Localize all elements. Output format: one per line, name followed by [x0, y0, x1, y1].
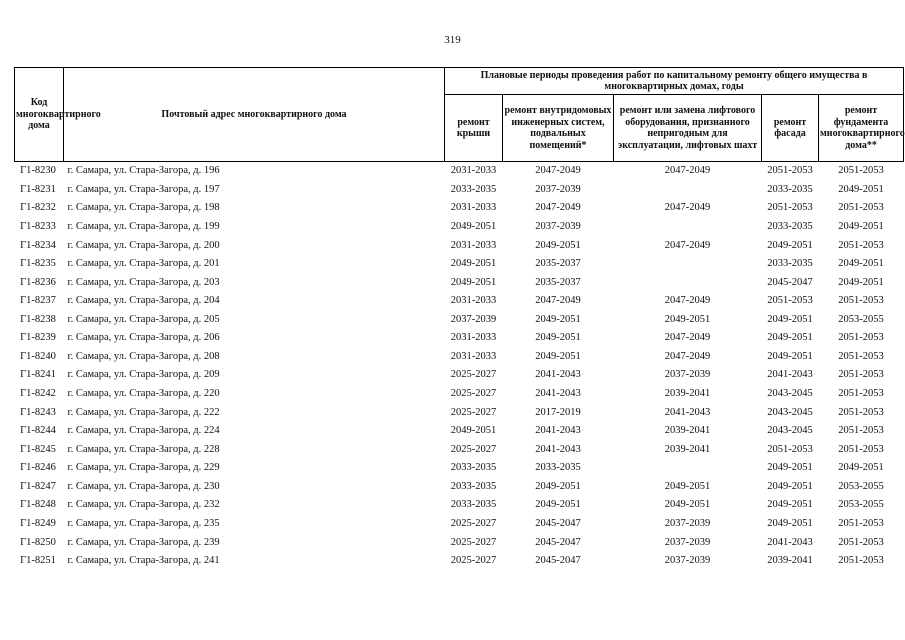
elevator-period-cell: 2047-2049 — [664, 239, 711, 251]
table-row — [15, 403, 904, 422]
table-row — [15, 515, 904, 534]
systems-period-cell: 2049-2051 — [535, 499, 581, 511]
roof-period-cell: 2025-2027 — [450, 369, 497, 381]
code-cell: Г1-8232 — [20, 202, 56, 214]
address-cell: г. Самара, ул. Стара-Загора, д. 197 — [67, 183, 220, 195]
foundation-period-cell: 2051-2053 — [838, 350, 884, 362]
elevator-period-cell: 2047-2049 — [664, 295, 711, 307]
address-cell: г. Самара, ул. Стара-Загора, д. 228 — [67, 443, 220, 455]
code-cell: Г1-8236 — [20, 276, 56, 288]
facade-period-cell: 2051-2053 — [762, 162, 819, 181]
table-row — [15, 440, 904, 459]
roof-period-cell: 2031-2033 — [450, 295, 497, 307]
foundation-period-cell: 2051-2053 — [838, 425, 884, 437]
systems-period-cell: 2041-2043 — [535, 369, 581, 381]
foundation-period-cell: 2051-2053 — [819, 162, 904, 181]
elevator-period-cell: 2041-2043 — [664, 406, 711, 418]
header-foundation: ремонт фундамента многоквартирного дома** — [819, 95, 904, 162]
table-body — [15, 162, 904, 571]
elevator-period-cell: 2047-2049 — [614, 162, 762, 181]
systems-period-cell: 2041-2043 — [535, 443, 581, 455]
address-cell: г. Самара, ул. Стара-Загора, д. 201 — [67, 258, 220, 270]
facade-period-cell: 2051-2053 — [767, 202, 813, 214]
code-cell: Г1-8233 — [20, 220, 56, 232]
facade-period-cell: 2043-2045 — [767, 388, 813, 400]
facade-period-cell: 2049-2051 — [767, 332, 813, 344]
roof-period-cell: 2049-2051 — [450, 425, 497, 437]
address-cell: г. Самара, ул. Стара-Загора, д. 229 — [67, 462, 220, 474]
code-cell: Г1-8234 — [20, 239, 56, 251]
elevator-period-cell — [614, 218, 762, 237]
systems-period-cell: 2037-2039 — [535, 183, 581, 195]
table-row — [15, 478, 904, 497]
code-cell: Г1-8248 — [20, 499, 56, 511]
elevator-period-cell — [614, 459, 762, 478]
systems-period-cell: 2045-2047 — [535, 536, 581, 548]
elevator-period-cell: 2049-2051 — [664, 480, 711, 492]
code-cell: Г1-8237 — [20, 295, 56, 307]
facade-period-cell: 2049-2051 — [767, 313, 813, 325]
code-cell: Г1-8249 — [20, 517, 56, 529]
header-systems: ремонт внутридомовых инженерных систем, подвальных помещений* — [503, 95, 614, 162]
facade-period-cell: 2051-2053 — [767, 295, 813, 307]
code-cell: Г1-8242 — [20, 388, 56, 400]
table-row — [15, 236, 904, 255]
roof-period-cell: 2025-2027 — [450, 443, 497, 455]
address-cell: г. Самара, ул. Стара-Загора, д. 209 — [67, 369, 220, 381]
systems-period-cell: 2047-2049 — [535, 202, 581, 214]
facade-period-cell: 2043-2045 — [767, 425, 813, 437]
roof-period-cell: 2049-2051 — [450, 276, 497, 288]
table-row — [15, 496, 904, 515]
address-cell: г. Самара, ул. Стара-Загора, д. 224 — [67, 425, 220, 437]
header-code: Код многоквартирного дома — [15, 68, 64, 162]
elevator-period-cell: 2039-2041 — [664, 443, 711, 455]
systems-period-cell: 2049-2051 — [535, 239, 581, 251]
roof-period-cell: 2033-2035 — [450, 499, 497, 511]
roof-period-cell: 2033-2035 — [450, 183, 497, 195]
address-cell: г. Самара, ул. Стара-Загора, д. 206 — [67, 332, 220, 344]
foundation-period-cell: 2049-2051 — [838, 220, 884, 232]
code-cell: Г1-8245 — [20, 443, 56, 455]
facade-period-cell: 2041-2043 — [767, 536, 813, 548]
systems-period-cell: 2035-2037 — [535, 276, 581, 288]
facade-period-cell: 2049-2051 — [767, 239, 813, 251]
elevator-period-cell: 2047-2049 — [664, 350, 711, 362]
elevator-period-cell: 2039-2041 — [664, 388, 711, 400]
foundation-period-cell: 2051-2053 — [838, 239, 884, 251]
header-roof: ремонт крыши — [445, 95, 503, 162]
address-cell: г. Самара, ул. Стара-Загора, д. 200 — [67, 239, 220, 251]
roof-period-cell: 2033-2035 — [450, 462, 497, 474]
table-row — [15, 422, 904, 441]
elevator-period-cell: 2049-2051 — [664, 499, 711, 511]
foundation-period-cell: 2049-2051 — [838, 183, 884, 195]
elevator-period-cell — [614, 273, 762, 292]
elevator-period-cell — [614, 181, 762, 200]
systems-period-cell: 2045-2047 — [535, 555, 581, 567]
foundation-period-cell: 2053-2055 — [838, 499, 884, 511]
systems-period-cell: 2047-2049 — [503, 162, 614, 181]
address-cell: г. Самара, ул. Стара-Загора, д. 208 — [67, 350, 220, 362]
systems-period-cell: 2041-2043 — [535, 425, 581, 437]
table-row — [15, 385, 904, 404]
table-row — [15, 255, 904, 274]
code-cell: Г1-8231 — [20, 183, 56, 195]
roof-period-cell: 2031-2033 — [445, 162, 503, 181]
elevator-period-cell: 2037-2039 — [664, 555, 711, 567]
foundation-period-cell: 2049-2051 — [838, 258, 884, 270]
code-cell: Г1-8244 — [20, 425, 56, 437]
facade-period-cell: 2033-2035 — [767, 220, 813, 232]
systems-period-cell: 2037-2039 — [535, 220, 581, 232]
code-cell: Г1-8246 — [20, 462, 56, 474]
foundation-period-cell: 2051-2053 — [838, 443, 884, 455]
systems-period-cell: 2049-2051 — [535, 313, 581, 325]
systems-period-cell: 2017-2019 — [535, 406, 581, 418]
table-row — [15, 218, 904, 237]
code-cell: Г1-8243 — [20, 406, 56, 418]
table-header — [15, 68, 904, 162]
address-cell: г. Самара, ул. Стара-Загора, д. 241 — [67, 555, 220, 567]
table-row — [15, 348, 904, 367]
table-row — [15, 181, 904, 200]
foundation-period-cell: 2051-2053 — [838, 388, 884, 400]
elevator-period-cell: 2037-2039 — [664, 369, 711, 381]
roof-period-cell: 2031-2033 — [450, 332, 497, 344]
elevator-period-cell: 2047-2049 — [664, 332, 711, 344]
page-number: 319 — [444, 34, 461, 46]
table-row — [15, 162, 904, 181]
foundation-period-cell: 2051-2053 — [838, 555, 884, 567]
roof-period-cell: 2025-2027 — [450, 555, 497, 567]
foundation-period-cell: 2051-2053 — [838, 295, 884, 307]
facade-period-cell: 2049-2051 — [767, 480, 813, 492]
foundation-period-cell: 2049-2051 — [838, 462, 884, 474]
roof-period-cell: 2031-2033 — [450, 202, 497, 214]
table-row — [15, 459, 904, 478]
address-cell: г. Самара, ул. Стара-Загора, д. 198 — [67, 202, 220, 214]
foundation-period-cell: 2051-2053 — [838, 202, 884, 214]
facade-period-cell: 2039-2041 — [767, 555, 813, 567]
facade-period-cell: 2049-2051 — [767, 462, 813, 474]
foundation-period-cell: 2051-2053 — [838, 369, 884, 381]
elevator-period-cell — [614, 255, 762, 274]
roof-period-cell: 2037-2039 — [450, 313, 497, 325]
table-row — [15, 329, 904, 348]
facade-period-cell: 2033-2035 — [767, 258, 813, 270]
systems-period-cell: 2049-2051 — [535, 480, 581, 492]
table-row — [15, 552, 904, 571]
systems-period-cell: 2033-2035 — [535, 462, 581, 474]
address-cell: г. Самара, ул. Стара-Загора, д. 220 — [67, 388, 220, 400]
code-cell: Г1-8238 — [20, 313, 56, 325]
facade-period-cell: 2049-2051 — [767, 517, 813, 529]
code-cell: Г1-8230 — [15, 162, 64, 181]
elevator-period-cell: 2047-2049 — [664, 202, 711, 214]
roof-period-cell: 2025-2027 — [450, 517, 497, 529]
facade-period-cell: 2033-2035 — [767, 183, 813, 195]
roof-period-cell: 2031-2033 — [450, 350, 497, 362]
facade-period-cell: 2043-2045 — [767, 406, 813, 418]
address-cell: г. Самара, ул. Стара-Загора, д. 199 — [67, 220, 220, 232]
foundation-period-cell: 2049-2051 — [838, 276, 884, 288]
address-cell: г. Самара, ул. Стара-Загора, д. 235 — [67, 517, 220, 529]
facade-period-cell: 2049-2051 — [767, 499, 813, 511]
roof-period-cell: 2025-2027 — [450, 536, 497, 548]
foundation-period-cell: 2051-2053 — [838, 536, 884, 548]
systems-period-cell: 2041-2043 — [535, 388, 581, 400]
facade-period-cell: 2041-2043 — [767, 369, 813, 381]
systems-period-cell: 2049-2051 — [535, 332, 581, 344]
code-cell: Г1-8240 — [20, 350, 56, 362]
elevator-period-cell: 2049-2051 — [664, 313, 711, 325]
foundation-period-cell: 2053-2055 — [838, 480, 884, 492]
table-row — [15, 199, 904, 218]
code-cell: Г1-8251 — [20, 555, 56, 567]
code-cell: Г1-8247 — [20, 480, 56, 492]
facade-period-cell: 2051-2053 — [767, 443, 813, 455]
address-cell: г. Самара, ул. Стара-Загора, д. 222 — [67, 406, 220, 418]
header-address: Почтовый адрес многоквартирного дома — [64, 68, 445, 162]
address-cell: г. Самара, ул. Стара-Загора, д. 203 — [67, 276, 220, 288]
address-cell: г. Самара, ул. Стара-Загора, д. 205 — [67, 313, 220, 325]
table-row — [15, 366, 904, 385]
roof-period-cell: 2031-2033 — [450, 239, 497, 251]
table-row — [15, 311, 904, 330]
table-row — [15, 292, 904, 311]
systems-period-cell: 2045-2047 — [535, 517, 581, 529]
elevator-period-cell: 2039-2041 — [664, 425, 711, 437]
header-planned-periods: Плановые периоды проведения работ по капитальному ремонту общего имущества в многоквартирных домах, годы — [445, 68, 904, 95]
foundation-period-cell: 2051-2053 — [838, 517, 884, 529]
facade-period-cell: 2045-2047 — [767, 276, 813, 288]
table-row — [15, 533, 904, 552]
capital-repair-schedule-table — [14, 67, 904, 570]
foundation-period-cell: 2051-2053 — [838, 332, 884, 344]
address-cell: г. Самара, ул. Стара-Загора, д. 204 — [67, 295, 220, 307]
systems-period-cell: 2049-2051 — [535, 350, 581, 362]
address-cell: г. Самара, ул. Стара-Загора, д. 230 — [67, 480, 220, 492]
code-cell: Г1-8250 — [20, 536, 56, 548]
address-cell: г. Самара, ул. Стара-Загора, д. 196 — [64, 162, 445, 181]
header-elevator: ремонт или замена лифтового оборудования, признанного непригодным для эксплуатации, лифтовых шахт — [614, 95, 762, 162]
roof-period-cell: 2025-2027 — [450, 406, 497, 418]
roof-period-cell: 2033-2035 — [450, 480, 497, 492]
systems-period-cell: 2047-2049 — [535, 295, 581, 307]
roof-period-cell: 2049-2051 — [450, 258, 497, 270]
address-cell: г. Самара, ул. Стара-Загора, д. 232 — [67, 499, 220, 511]
roof-period-cell: 2049-2051 — [450, 220, 497, 232]
code-cell: Г1-8241 — [20, 369, 56, 381]
foundation-period-cell: 2051-2053 — [838, 406, 884, 418]
address-cell: г. Самара, ул. Стара-Загора, д. 239 — [67, 536, 220, 548]
code-cell: Г1-8235 — [20, 258, 56, 270]
elevator-period-cell: 2037-2039 — [664, 536, 711, 548]
roof-period-cell: 2025-2027 — [450, 388, 497, 400]
table-row — [15, 273, 904, 292]
systems-period-cell: 2035-2037 — [535, 258, 581, 270]
elevator-period-cell: 2037-2039 — [664, 517, 711, 529]
code-cell: Г1-8239 — [20, 332, 56, 344]
header-facade: ремонт фасада — [762, 95, 819, 162]
facade-period-cell: 2049-2051 — [767, 350, 813, 362]
foundation-period-cell: 2053-2055 — [838, 313, 884, 325]
